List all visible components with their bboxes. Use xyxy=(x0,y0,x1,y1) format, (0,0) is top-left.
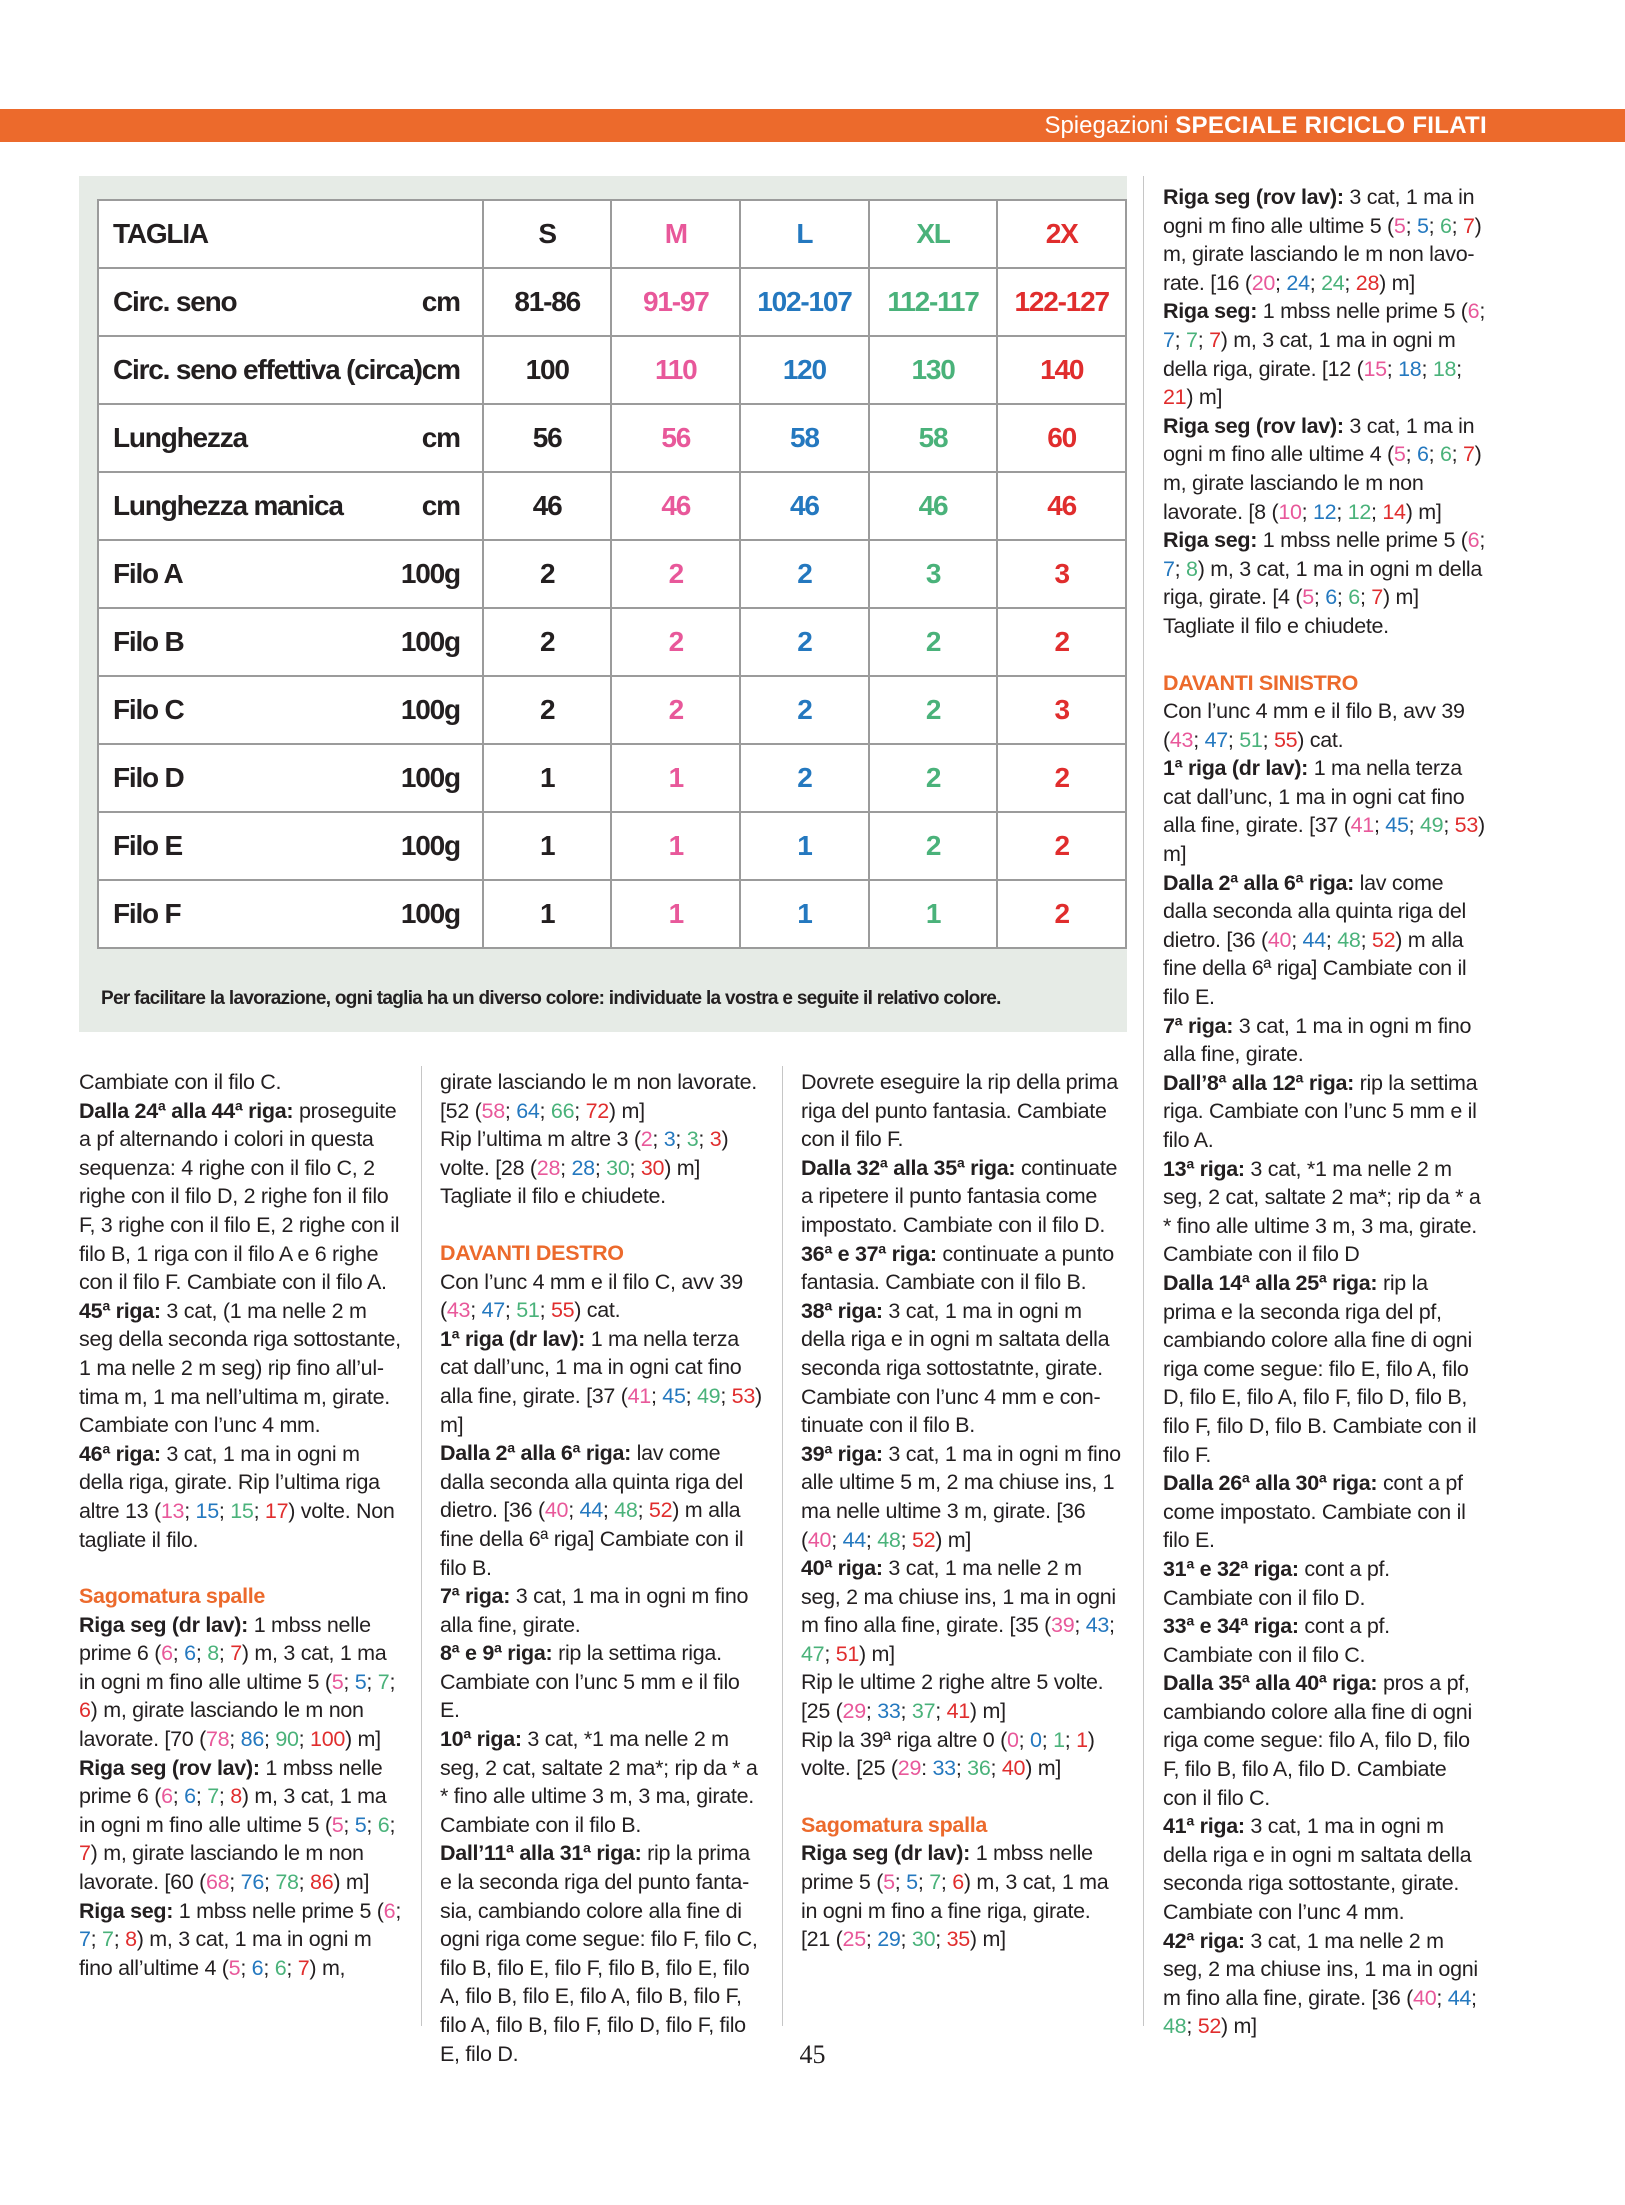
size-value-m: 1 xyxy=(611,812,740,880)
size-table-row xyxy=(98,268,1126,336)
size-value-l: 1 xyxy=(740,880,869,948)
size-value-xl: 2 xyxy=(869,608,998,676)
section-heading: Sagomatura spalla xyxy=(801,1812,988,1837)
row-unit: cm xyxy=(421,354,460,385)
instruction-paragraph: Dalla 35ª alla 40ª riga: pros a pf, cambiando colore alla fine di ogni riga come segue: filo A, filo D, filo F, filo B, filo A, filo D. Cambiate con il filo C. xyxy=(1163,1671,1472,1810)
size-value-2x: 2 xyxy=(997,880,1126,948)
size-value-xl: 1 xyxy=(869,880,998,948)
size-value-l: 2 xyxy=(740,540,869,608)
row-label xyxy=(98,268,483,336)
size-value-xl: 2 xyxy=(869,676,998,744)
size-value-m: 1 xyxy=(611,880,740,948)
instruction-paragraph: 36ª e 37ª riga: continuate a punto fantasia. Cambiate con il filo B. xyxy=(801,1241,1114,1295)
instruction-paragraph: Dall’8ª alla 12ª riga: rip la settima riga. Cambiate con l’unc 5 mm e il filo A. xyxy=(1163,1070,1478,1152)
instruction-paragraph: Cambiate con il filo C. xyxy=(79,1070,282,1094)
size-value-xl: 58 xyxy=(869,404,998,472)
instruction-paragraph: 38ª riga: 3 cat, 1 ma in ogni m della riga e in ogni m saltata della seconda riga sottostatnte, girate. xyxy=(801,1298,1110,1380)
size-table-row xyxy=(98,744,1126,812)
size-table-row xyxy=(98,608,1126,676)
instruction-paragraph: Riga seg (rov lav): 1 mbss nelle prime 6 (6; 6; 7; 8) m, 3 cat, 1 ma in ogni m fino alle ultime 5 (5; 5; 6; 7) m, girate lasciando le m non lavorate. [60 (68; 76; 78; 86) m] xyxy=(79,1755,396,1895)
size-table-row xyxy=(98,880,1126,948)
size-value-2x: 2 xyxy=(997,608,1126,676)
section-heading: DAVANTI SINISTRO xyxy=(1163,670,1359,695)
instruction-paragraph: Rip la 39ª riga altre 0 (0; 0; 1; 1) volte. [25 (29: 33; 36; 40) m] xyxy=(801,1727,1095,1781)
size-value-s: 2 xyxy=(483,540,612,608)
size-value-s: 100 xyxy=(483,336,612,404)
size-value-m: 2 xyxy=(611,540,740,608)
size-table-row xyxy=(98,404,1126,472)
section-heading: DAVANTI DESTRO xyxy=(440,1240,624,1265)
size-value-2x: 122-127 xyxy=(997,268,1126,336)
size-value-s: 1 xyxy=(483,880,612,948)
size-header-label: TAGLIA xyxy=(98,200,483,268)
row-label xyxy=(98,540,483,608)
size-value-s: 1 xyxy=(483,812,612,880)
instruction-paragraph: Riga seg (rov lav): 3 cat, 1 ma in ogni m fino alle ultime 5 (5; 5; 6; 7) m, girate lasciando le m non lavorate. [16 (20; 24; 24; 28) m] xyxy=(1163,185,1482,295)
text-column-4 xyxy=(1163,183,1485,2041)
size-header-m: M xyxy=(611,200,740,268)
instruction-paragraph: Dall’11ª alla 31ª riga: rip la prima e la seconda riga del punto fantasia, cambiando colore alla fine di ogni riga come segue: filo F, filo C, filo B, filo E, filo F, filo B, filo E, filo A, filo B, filo E, filo A, filo B, filo F, filo A, filo B, filo F, filo D, filo F, filo E, filo D. xyxy=(440,1841,758,2066)
row-label xyxy=(98,676,483,744)
instruction-paragraph: Dalla 2ª alla 6ª riga: lav come dalla seconda alla quinta riga del dietro. [36 (40; 44; 48; 52) m alla fine della 6ª riga] Cambiate con il filo E. xyxy=(1163,870,1467,1010)
row-unit: cm xyxy=(421,490,460,521)
text-column-1 xyxy=(79,1068,401,1982)
instruction-paragraph: 42ª riga: 3 cat, 1 ma nelle 2 m seg, 2 ma chiuse ins, 1 ma in ogni m fino alla fine, girate. [36 (40; 44; 48; 52) m] xyxy=(1163,1928,1478,2039)
column-divider xyxy=(782,1066,783,2026)
instruction-paragraph: Riga seg (dr lav): 1 mbss nelle prime 6 (6; 6; 8; 7) m, 3 cat, 1 ma in ogni m fino alle ultime 5 (5; 5; 7; 6) m, girate lasciando le m non lavorate. [70 (78; 86; 90; 100) m] xyxy=(79,1612,396,1752)
row-label-text: Filo A xyxy=(113,558,183,589)
row-unit: 100g xyxy=(400,694,460,725)
row-label xyxy=(98,744,483,812)
size-value-l: 58 xyxy=(740,404,869,472)
size-value-l: 120 xyxy=(740,336,869,404)
row-unit: 100g xyxy=(400,762,460,793)
row-unit: 100g xyxy=(400,626,460,657)
size-value-xl: 3 xyxy=(869,540,998,608)
size-value-s: 1 xyxy=(483,744,612,812)
size-value-xl: 112-117 xyxy=(869,268,998,336)
header-banner xyxy=(0,109,1625,142)
instruction-paragraph: Riga seg: 1 mbss nelle prime 5 (6; 7; 8) m, 3 cat, 1 ma in ogni m della riga, girate. [4 (5; 6; 6; 7) m] xyxy=(1163,528,1486,610)
size-value-s: 46 xyxy=(483,472,612,540)
row-unit: 100g xyxy=(400,898,460,929)
size-value-xl: 46 xyxy=(869,472,998,540)
row-label xyxy=(98,880,483,948)
instruction-paragraph: Riga seg (dr lav): 1 mbss nelle prime 5 (5; 5; 7; 6) m, 3 cat, 1 ma in ogni m fino a fine riga, girate. [21 (25; 29; 30; 35) m] xyxy=(801,1841,1109,1952)
instruction-paragraph: 13ª riga: 3 cat, *1 ma nelle 2 m seg, 2 cat, saltate 2 ma*; rip da * a * fino alle ultime 3 m, 3 ma, girate. Cambiate con il filo D xyxy=(1163,1156,1481,1267)
row-label xyxy=(98,608,483,676)
instruction-paragraph: Cambiate con l’unc 4 mm e continuate con il filo B. xyxy=(801,1384,1101,1438)
row-unit: cm xyxy=(421,422,460,453)
instruction-paragraph: Riga seg: 1 mbss nelle prime 5 (6; 7; 7; 7) m, 3 cat, 1 ma in ogni m della riga, girate. [12 (15; 18; 18; 21) m] xyxy=(1163,299,1486,410)
header-text xyxy=(1044,112,1487,140)
instruction-paragraph: 1ª riga (dr lav): 1 ma nella terza cat dall’unc, 1 ma in ogni cat fino alla fine, girate. [37 (41; 45; 49; 53) m] xyxy=(1163,756,1485,867)
instruction-paragraph: 46ª riga: 3 cat, 1 ma in ogni m della riga, girate. Rip l’ultima riga altre 13 (13; 15; 15; 17) volte. Non tagliate il filo. xyxy=(79,1441,395,1552)
instruction-paragraph: 40ª riga: 3 cat, 1 ma nelle 2 m seg, 2 ma chiuse ins, 1 ma in ogni m fino alla fine, girate. [35 (39; 43; 47; 51) m] xyxy=(801,1556,1116,1666)
size-value-l: 2 xyxy=(740,744,869,812)
size-value-2x: 2 xyxy=(997,744,1126,812)
size-value-xl: 2 xyxy=(869,744,998,812)
size-table-header xyxy=(98,200,1126,268)
instruction-paragraph: Con l’unc 4 mm e il filo B, avv 39 (43; 47; 51; 55) cat. xyxy=(1163,699,1465,752)
size-table-row xyxy=(98,472,1126,540)
instruction-paragraph: Dalla 32ª alla 35ª riga: continuate a ripetere il punto fantasia come impostato. Cambiate con il filo D. xyxy=(801,1155,1118,1237)
instruction-paragraph: 39ª riga: 3 cat, 1 ma in ogni m fino alle ultime 5 m, 2 ma chiuse ins, 1 ma nelle ultime 3 m, girate. [36 (40; 44; 48; 52) m] xyxy=(801,1441,1121,1552)
page-number: 45 xyxy=(799,2040,826,2069)
instruction-paragraph: Rip l’ultima m altre 3 (2; 3; 3; 3) volte. [28 (28; 28; 30; 30) m] xyxy=(440,1127,729,1180)
instruction-paragraph: 33ª e 34ª riga: cont a pf. Cambiate con il filo C. xyxy=(1163,1614,1390,1667)
row-label xyxy=(98,812,483,880)
row-unit: cm xyxy=(421,286,460,317)
instruction-paragraph: Con l’unc 4 mm e il filo C, avv 39 (43; 47; 51; 55) cat. xyxy=(440,1269,743,1323)
row-label xyxy=(98,472,483,540)
row-unit: 100g xyxy=(400,558,460,589)
size-value-m: 46 xyxy=(611,472,740,540)
row-label-text: Circ. seno effettiva (circa) xyxy=(113,354,422,385)
row-label-text: Filo D xyxy=(113,762,184,793)
instruction-paragraph: 41ª riga: 3 cat, 1 ma in ogni m della riga e in ogni m saltata della seconda riga sottostante, girate. Cambiate con l’unc 4 mm. xyxy=(1163,1814,1472,1925)
size-value-m: 56 xyxy=(611,404,740,472)
row-label xyxy=(98,404,483,472)
size-table-row xyxy=(98,812,1126,880)
size-value-m: 91-97 xyxy=(611,268,740,336)
size-table-row xyxy=(98,540,1126,608)
instruction-paragraph: 45ª riga: 3 cat, (1 ma nelle 2 m seg della seconda riga sottostante, 1 ma nelle 2 m seg) rip fino all’ultima m, 1 ma nell’ultima m, girate. Cambiate con l’unc 4 mm. xyxy=(79,1298,401,1438)
instruction-paragraph: 10ª riga: 3 cat, *1 ma nelle 2 m seg, 2 cat, saltate 2 ma*; rip da * a * fino alle ultime 3 m, 3 ma, girate. Cambiate con il filo B. xyxy=(440,1727,758,1837)
row-label-text: Filo C xyxy=(113,694,184,725)
row-unit: 100g xyxy=(400,830,460,861)
instruction-paragraph: Dovrete eseguire la rip della prima riga del punto fantasia. Cambiate con il filo F. xyxy=(801,1070,1118,1152)
column-divider xyxy=(1143,176,1144,2026)
size-table-box xyxy=(79,176,1127,1032)
size-value-xl: 130 xyxy=(869,336,998,404)
row-label-text: Circ. seno xyxy=(113,286,237,317)
text-column-2 xyxy=(440,1068,762,2068)
size-value-m: 1 xyxy=(611,744,740,812)
instruction-paragraph: Riga seg (rov lav): 3 cat, 1 ma in ogni m fino alle ultime 4 (5; 6; 6; 7) m, girate lasciando le m non lavorate. [8 (10; 12; 12; 14) m] xyxy=(1163,413,1482,524)
size-value-l: 2 xyxy=(740,676,869,744)
size-value-l: 2 xyxy=(740,608,869,676)
size-value-m: 2 xyxy=(611,676,740,744)
size-value-s: 2 xyxy=(483,676,612,744)
size-value-m: 2 xyxy=(611,608,740,676)
column-divider xyxy=(421,1066,422,2026)
size-value-xl: 2 xyxy=(869,812,998,880)
instruction-paragraph: 7ª riga: 3 cat, 1 ma in ogni m fino alla fine, girate. xyxy=(440,1584,749,1637)
size-table-row xyxy=(98,676,1126,744)
instruction-paragraph: Dalla 24ª alla 44ª riga: proseguite a pf alternando i colori in questa sequenza: 4 righe con il filo C, 2 righe con il filo D, 2 righe fon il filo F, 3 righe con il filo E, 2 righe con il filo B, 1 riga con il filo A e 6 righe con il filo F. Cambiate con il filo A. xyxy=(79,1098,400,1295)
size-header-2x: 2X xyxy=(997,200,1126,268)
instruction-paragraph: Dalla 14ª alla 25ª riga: rip la prima e la seconda riga del pf, cambiando colore alla fine di ogni riga come segue: filo E, filo A, filo D, filo E, filo A, filo F, filo D, filo B, filo F, filo D, filo B. Cambiate con il filo F. xyxy=(1163,1270,1477,1467)
size-value-2x: 60 xyxy=(997,404,1126,472)
header-section: Spiegazioni xyxy=(1044,112,1169,139)
row-label xyxy=(98,336,483,404)
size-header-xl: XL xyxy=(869,200,998,268)
size-value-2x: 46 xyxy=(997,472,1126,540)
instruction-paragraph: 1ª riga (dr lav): 1 ma nella terza cat dall’unc, 1 ma in ogni cat fino alla fine, girate. [37 (41; 45; 49; 53) m] xyxy=(440,1326,762,1437)
row-label-text: Filo F xyxy=(113,898,181,929)
size-value-m: 110 xyxy=(611,336,740,404)
instruction-paragraph: Riga seg: 1 mbss nelle prime 5 (6; 7; 7; 8) m, 3 cat, 1 ma in ogni m fino all’ultime 4 (5; 6; 6; 7) m, xyxy=(79,1898,402,1980)
row-label-text: Filo E xyxy=(113,830,183,861)
size-value-2x: 2 xyxy=(997,812,1126,880)
size-header-s: S xyxy=(483,200,612,268)
size-value-2x: 3 xyxy=(997,676,1126,744)
text-column-3 xyxy=(801,1068,1123,1954)
size-value-l: 102-107 xyxy=(740,268,869,336)
row-label-text: Lunghezza xyxy=(113,422,247,453)
instruction-paragraph: Tagliate il filo e chiudete. xyxy=(440,1184,666,1209)
size-value-2x: 140 xyxy=(997,336,1126,404)
header-title: SPECIALE RICICLO FILATI xyxy=(1175,112,1487,139)
row-label-text: Lunghezza manica xyxy=(113,490,343,521)
size-value-2x: 3 xyxy=(997,540,1126,608)
row-label-text: Filo B xyxy=(113,626,184,657)
size-table xyxy=(97,199,1127,949)
size-table-note: Per facilitare la lavorazione, ogni taglia ha un diverso colore: individuate la vostra e seguite il relativo colore. xyxy=(101,988,1001,1009)
size-value-s: 81-86 xyxy=(483,268,612,336)
instruction-paragraph: girate lasciando le m non lavorate. [52 (58; 64; 66; 72) m] xyxy=(440,1070,757,1123)
size-value-l: 1 xyxy=(740,812,869,880)
instruction-paragraph: Dalla 2ª alla 6ª riga: lav come dalla seconda alla quinta riga del dietro. [36 (40; 44; 48; 52) m alla fine della 6ª riga] Cambiate con il filo B. xyxy=(440,1441,744,1580)
instruction-paragraph: 31ª e 32ª riga: cont a pf. Cambiate con il filo D. xyxy=(1163,1556,1390,1610)
size-header-l: L xyxy=(740,200,869,268)
size-value-s: 56 xyxy=(483,404,612,472)
size-value-s: 2 xyxy=(483,608,612,676)
size-value-l: 46 xyxy=(740,472,869,540)
instruction-paragraph: 7ª riga: 3 cat, 1 ma in ogni m fino alla fine, girate. xyxy=(1163,1013,1472,1067)
instruction-paragraph: Tagliate il filo e chiudete. xyxy=(1163,613,1389,638)
instruction-paragraph: Rip le ultime 2 righe altre 5 volte. [25 (29; 33; 37; 41) m] xyxy=(801,1670,1104,1724)
instruction-paragraph: Dalla 26ª alla 30ª riga: cont a pf come impostato. Cambiate con il filo E. xyxy=(1163,1471,1466,1553)
size-table-row xyxy=(98,336,1126,404)
instruction-paragraph: 8ª e 9ª riga: rip la settima riga. Cambiate con l’unc 5 mm e il filo E. xyxy=(440,1641,740,1723)
section-heading: Sagomatura spalle xyxy=(79,1584,266,1609)
